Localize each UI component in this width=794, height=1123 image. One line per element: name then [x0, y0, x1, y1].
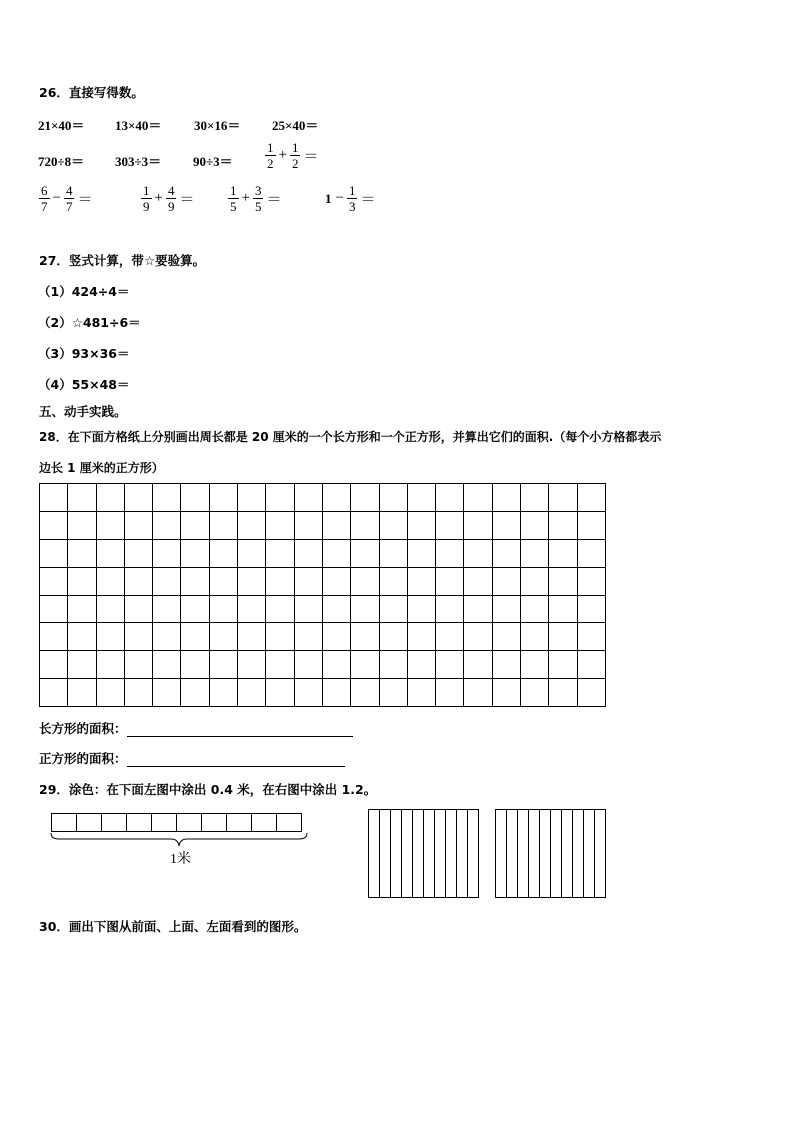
strip-cell[interactable]: [152, 814, 177, 832]
grid-cell[interactable]: [492, 595, 520, 623]
grid-cell[interactable]: [577, 539, 605, 567]
grid-cell[interactable]: [464, 567, 492, 595]
square-grid-paper[interactable]: [39, 483, 606, 707]
square-area-row: [39, 749, 345, 767]
grid-cell[interactable]: [407, 679, 435, 707]
grid-cell[interactable]: [96, 679, 124, 707]
rect-area-answer-line[interactable]: [127, 736, 353, 737]
q26-r1-4: 25×40＝: [272, 118, 319, 133]
numerator: 1: [291, 140, 299, 155]
grid-cell[interactable]: [577, 623, 605, 651]
stripe[interactable]: [551, 810, 562, 897]
grid-cell[interactable]: [153, 595, 181, 623]
q26-r2-1: 720÷8＝: [38, 154, 85, 169]
equals-sign: ＝: [266, 192, 282, 208]
q26-r1-2: 13×40＝: [115, 118, 162, 133]
grid-cell[interactable]: [124, 484, 152, 512]
grid-cell[interactable]: [153, 623, 181, 651]
grid-cell[interactable]: [96, 623, 124, 651]
fraction: [265, 140, 276, 171]
grid-cell[interactable]: [40, 651, 68, 679]
operator: +: [241, 190, 250, 206]
fraction: [347, 183, 358, 214]
stripe[interactable]: [446, 810, 457, 897]
grid-cell[interactable]: [521, 623, 549, 651]
q26-r3-expr-2: [140, 183, 196, 214]
grid-cell[interactable]: [351, 595, 379, 623]
grid-cell[interactable]: [266, 623, 294, 651]
grid-cell[interactable]: [549, 567, 577, 595]
numerator: 1: [143, 183, 150, 198]
grid-cell[interactable]: [436, 595, 464, 623]
grid-cell[interactable]: [294, 623, 322, 651]
grid-cell[interactable]: [209, 679, 237, 707]
grid-cell[interactable]: [436, 567, 464, 595]
grid-cell[interactable]: [40, 623, 68, 651]
grid-cell[interactable]: [407, 651, 435, 679]
grid-cell[interactable]: [153, 511, 181, 539]
q29-title: 29．涂色：在下面左图中涂出 0.4 米，在右图中涂出 1.2。: [39, 782, 377, 797]
grid-cell[interactable]: [209, 595, 237, 623]
numerator: 1: [267, 140, 274, 155]
q26-title: 26．直接写得数。: [39, 85, 144, 100]
strip-cell[interactable]: [277, 814, 302, 832]
grid-cell[interactable]: [521, 539, 549, 567]
q30-title: 30．画出下图从前面、上面、左面看到的图形。: [39, 919, 307, 934]
grid-cell[interactable]: [238, 679, 266, 707]
grid-cell[interactable]: [124, 679, 152, 707]
grid-cell[interactable]: [351, 679, 379, 707]
fraction: [64, 183, 75, 214]
grid-cell[interactable]: [209, 567, 237, 595]
grid-cell[interactable]: [351, 567, 379, 595]
grid-cell[interactable]: [124, 651, 152, 679]
grid-cell[interactable]: [266, 539, 294, 567]
numerator: 1: [348, 183, 356, 198]
grid-cell[interactable]: [521, 484, 549, 512]
fraction: [228, 183, 239, 214]
grid-cell[interactable]: [492, 484, 520, 512]
section-heading: 五、动手实践。: [39, 404, 127, 419]
grid-cell[interactable]: [266, 651, 294, 679]
grid-cell[interactable]: [124, 511, 152, 539]
equals-sign: ＝: [179, 192, 195, 208]
grid-cell[interactable]: [322, 511, 350, 539]
grid-cell[interactable]: [153, 567, 181, 595]
grid-cell[interactable]: [294, 511, 322, 539]
grid-cell[interactable]: [96, 567, 124, 595]
grid-cell[interactable]: [40, 595, 68, 623]
q26-r1-3: 30×16＝: [194, 118, 241, 133]
grid-cell[interactable]: [436, 679, 464, 707]
grid-cell[interactable]: [492, 623, 520, 651]
grid-cell[interactable]: [181, 539, 209, 567]
grid-cell[interactable]: [351, 651, 379, 679]
grid-cell[interactable]: [379, 623, 407, 651]
fraction: [166, 183, 177, 214]
grid-row: [40, 567, 606, 595]
grid-cell[interactable]: [40, 539, 68, 567]
denominator: 2: [267, 156, 274, 171]
grid-cell[interactable]: [549, 484, 577, 512]
grid-cell[interactable]: [407, 595, 435, 623]
grid-cell[interactable]: [294, 679, 322, 707]
grid-cell[interactable]: [492, 679, 520, 707]
grid-cell[interactable]: [464, 595, 492, 623]
q27-item-1: （1）424÷4＝: [38, 284, 130, 299]
grid-cell[interactable]: [124, 595, 152, 623]
grid-cell[interactable]: [153, 539, 181, 567]
stripe[interactable]: [402, 810, 413, 897]
grid-cell[interactable]: [436, 511, 464, 539]
stripe[interactable]: [369, 810, 380, 897]
grid-cell[interactable]: [492, 567, 520, 595]
q27-title: 27．竖式计算，带☆要验算。: [39, 253, 206, 268]
grid-cell[interactable]: [209, 539, 237, 567]
grid-cell[interactable]: [209, 484, 237, 512]
grid-cell[interactable]: [68, 484, 96, 512]
equals-sign: ＝: [303, 149, 319, 165]
stripe[interactable]: [391, 810, 402, 897]
grid-cell[interactable]: [464, 539, 492, 567]
grid-cell[interactable]: [351, 511, 379, 539]
grid-cell[interactable]: [181, 484, 209, 512]
strip-cell[interactable]: [252, 814, 277, 832]
grid-cell[interactable]: [266, 484, 294, 512]
rect-area-label: 长方形的面积：: [39, 721, 127, 736]
stripe[interactable]: [573, 810, 584, 897]
denominator: 2: [291, 156, 299, 171]
grid-cell[interactable]: [351, 539, 379, 567]
q27-item-2: （2）☆481÷6＝: [38, 315, 141, 330]
grid-cell[interactable]: [407, 511, 435, 539]
grid-cell[interactable]: [96, 651, 124, 679]
strip-cell[interactable]: [52, 814, 77, 832]
fraction: [253, 183, 264, 214]
grid-cell[interactable]: [238, 567, 266, 595]
q26-r2-2: 303÷3＝: [115, 154, 162, 169]
grid-cell[interactable]: [181, 623, 209, 651]
grid-cell[interactable]: [407, 484, 435, 512]
grid-cell[interactable]: [436, 651, 464, 679]
grid-cell[interactable]: [266, 679, 294, 707]
grid-cell[interactable]: [549, 623, 577, 651]
grid-row: [40, 511, 606, 539]
grid-cell[interactable]: [266, 595, 294, 623]
grid-cell[interactable]: [153, 651, 181, 679]
strip-cell[interactable]: [177, 814, 202, 832]
grid-cell[interactable]: [209, 511, 237, 539]
grid-cell[interactable]: [40, 567, 68, 595]
grid-row: [40, 679, 606, 707]
grid-cell[interactable]: [549, 595, 577, 623]
grid-cell[interactable]: [436, 623, 464, 651]
square-area-label: 正方形的面积：: [39, 751, 127, 766]
stripe[interactable]: [540, 810, 551, 897]
grid-cell[interactable]: [577, 595, 605, 623]
grid-cell[interactable]: [96, 511, 124, 539]
grid-cell[interactable]: [549, 651, 577, 679]
q28-text-line1: 28．在下面方格纸上分别画出周长都是 20 厘米的一个长方形和一个正方形，并算出它们的面积.（每个小方格都表示: [39, 430, 662, 444]
grid-cell[interactable]: [577, 567, 605, 595]
stripe[interactable]: [413, 810, 424, 897]
grid-cell[interactable]: [464, 623, 492, 651]
grid-cell[interactable]: [577, 511, 605, 539]
grid-cell[interactable]: [153, 679, 181, 707]
stripe[interactable]: [496, 810, 507, 897]
brace: [50, 832, 308, 848]
grid-cell[interactable]: [521, 511, 549, 539]
grid-cell[interactable]: [181, 651, 209, 679]
striped-box-right[interactable]: [495, 809, 606, 898]
grid-cell[interactable]: [577, 679, 605, 707]
q26-r3-expr-4: [325, 183, 377, 214]
denominator: 9: [167, 199, 175, 214]
q27-item-3: （3）93×36＝: [38, 346, 130, 361]
grid-cell[interactable]: [549, 539, 577, 567]
grid-cell[interactable]: [549, 511, 577, 539]
grid-cell[interactable]: [379, 539, 407, 567]
grid-cell[interactable]: [379, 651, 407, 679]
grid-cell[interactable]: [322, 595, 350, 623]
grid-cell[interactable]: [294, 567, 322, 595]
strip-cell[interactable]: [202, 814, 227, 832]
grid-cell[interactable]: [322, 567, 350, 595]
stripe[interactable]: [457, 810, 468, 897]
rect-area-row: [39, 719, 353, 737]
operator: +: [154, 190, 163, 206]
grid-row: [40, 595, 606, 623]
grid-cell[interactable]: [464, 511, 492, 539]
grid-cell[interactable]: [351, 484, 379, 512]
grid-cell[interactable]: [238, 651, 266, 679]
grid-cell[interactable]: [549, 679, 577, 707]
operator: −: [52, 190, 61, 206]
denominator: 3: [348, 199, 356, 214]
fraction: [39, 183, 50, 214]
denominator: 7: [41, 199, 48, 214]
q26-r2-3: 90÷3＝: [193, 154, 233, 169]
numerator: 6: [41, 183, 48, 198]
numerator: 4: [65, 183, 73, 198]
grid-cell[interactable]: [294, 484, 322, 512]
grid-cell[interactable]: [96, 484, 124, 512]
grid-cell[interactable]: [407, 539, 435, 567]
grid-cell[interactable]: [322, 679, 350, 707]
stripe[interactable]: [507, 810, 518, 897]
numerator: 4: [167, 183, 175, 198]
stripe[interactable]: [468, 810, 478, 897]
grid-cell[interactable]: [294, 651, 322, 679]
stripe[interactable]: [562, 810, 573, 897]
q26-r3-expr-3: [227, 183, 283, 214]
grid-cell[interactable]: [492, 511, 520, 539]
grid-cell[interactable]: [492, 651, 520, 679]
grid-cell[interactable]: [153, 484, 181, 512]
stripe[interactable]: [584, 810, 595, 897]
denominator: 5: [254, 199, 262, 214]
grid-cell[interactable]: [577, 651, 605, 679]
stripe[interactable]: [595, 810, 605, 897]
meter-strip[interactable]: [51, 813, 302, 832]
stripe[interactable]: [518, 810, 529, 897]
grid-cell[interactable]: [68, 511, 96, 539]
grid-cell[interactable]: [294, 595, 322, 623]
grid-cell[interactable]: [181, 679, 209, 707]
grid-cell[interactable]: [68, 651, 96, 679]
grid-cell[interactable]: [521, 567, 549, 595]
grid-cell[interactable]: [464, 651, 492, 679]
grid-cell[interactable]: [436, 484, 464, 512]
denominator: 9: [143, 199, 150, 214]
grid-cell[interactable]: [238, 484, 266, 512]
strip-cell[interactable]: [77, 814, 102, 832]
q26-r2-fraction-expr: [264, 140, 320, 171]
grid-cell[interactable]: [351, 623, 379, 651]
equals-sign: ＝: [360, 192, 376, 208]
grid-cell[interactable]: [40, 511, 68, 539]
grid-cell[interactable]: [40, 679, 68, 707]
operator: +: [278, 147, 287, 163]
strip-cell[interactable]: [102, 814, 127, 832]
grid-cell[interactable]: [238, 595, 266, 623]
grid-cell[interactable]: [68, 539, 96, 567]
grid-cell[interactable]: [124, 539, 152, 567]
grid-cell[interactable]: [322, 539, 350, 567]
q27-item-4: （4）55×48＝: [38, 377, 130, 392]
grid-cell[interactable]: [266, 511, 294, 539]
grid-row: [40, 623, 606, 651]
grid-cell[interactable]: [181, 567, 209, 595]
grid-cell[interactable]: [238, 511, 266, 539]
denominator: 5: [230, 199, 237, 214]
grid-cell[interactable]: [379, 567, 407, 595]
grid-cell[interactable]: [96, 595, 124, 623]
grid-cell[interactable]: [124, 567, 152, 595]
grid-cell[interactable]: [68, 567, 96, 595]
grid-cell[interactable]: [379, 484, 407, 512]
stripe[interactable]: [380, 810, 391, 897]
meter-label: 1米: [170, 852, 191, 867]
stripe[interactable]: [435, 810, 446, 897]
grid-cell[interactable]: [379, 511, 407, 539]
operator: −: [335, 190, 344, 206]
square-area-answer-line[interactable]: [127, 766, 345, 767]
q26-r3-expr-1: [38, 183, 94, 214]
striped-box-left[interactable]: [368, 809, 479, 898]
fraction: [141, 183, 152, 214]
grid-row: [40, 484, 606, 512]
q26-r1-1: 21×40＝: [38, 118, 85, 133]
grid-cell[interactable]: [379, 679, 407, 707]
grid-cell[interactable]: [181, 511, 209, 539]
grid-cell[interactable]: [521, 651, 549, 679]
numerator: 3: [254, 183, 262, 198]
grid-cell[interactable]: [209, 623, 237, 651]
grid-cell[interactable]: [464, 679, 492, 707]
grid-cell[interactable]: [577, 484, 605, 512]
grid-cell[interactable]: [322, 651, 350, 679]
grid-cell[interactable]: [68, 679, 96, 707]
grid-cell[interactable]: [124, 623, 152, 651]
grid-cell[interactable]: [181, 595, 209, 623]
grid-cell[interactable]: [436, 539, 464, 567]
grid-cell[interactable]: [266, 567, 294, 595]
grid-cell[interactable]: [96, 539, 124, 567]
grid-cell[interactable]: [68, 623, 96, 651]
grid-cell[interactable]: [407, 567, 435, 595]
numerator: 1: [230, 183, 237, 198]
grid-cell[interactable]: [238, 539, 266, 567]
grid-cell[interactable]: [492, 539, 520, 567]
grid-cell[interactable]: [521, 679, 549, 707]
stripe[interactable]: [424, 810, 435, 897]
grid-cell[interactable]: [464, 484, 492, 512]
grid-cell[interactable]: [322, 623, 350, 651]
grid-row: [40, 651, 606, 679]
whole-number: 1: [325, 190, 332, 206]
q28-text-line2: 边长 1 厘米的正方形）: [39, 461, 164, 475]
grid-cell[interactable]: [294, 539, 322, 567]
grid-cell[interactable]: [521, 595, 549, 623]
grid-row: [40, 539, 606, 567]
equals-sign: ＝: [77, 192, 93, 208]
grid-cell[interactable]: [379, 595, 407, 623]
stripe[interactable]: [529, 810, 540, 897]
grid-cell[interactable]: [40, 484, 68, 512]
strip-cell[interactable]: [127, 814, 152, 832]
strip-cell[interactable]: [227, 814, 252, 832]
fraction: [290, 140, 301, 171]
grid-cell[interactable]: [209, 651, 237, 679]
grid-cell[interactable]: [322, 484, 350, 512]
grid-cell[interactable]: [68, 595, 96, 623]
grid-cell[interactable]: [238, 623, 266, 651]
grid-cell[interactable]: [407, 623, 435, 651]
denominator: 7: [65, 199, 73, 214]
